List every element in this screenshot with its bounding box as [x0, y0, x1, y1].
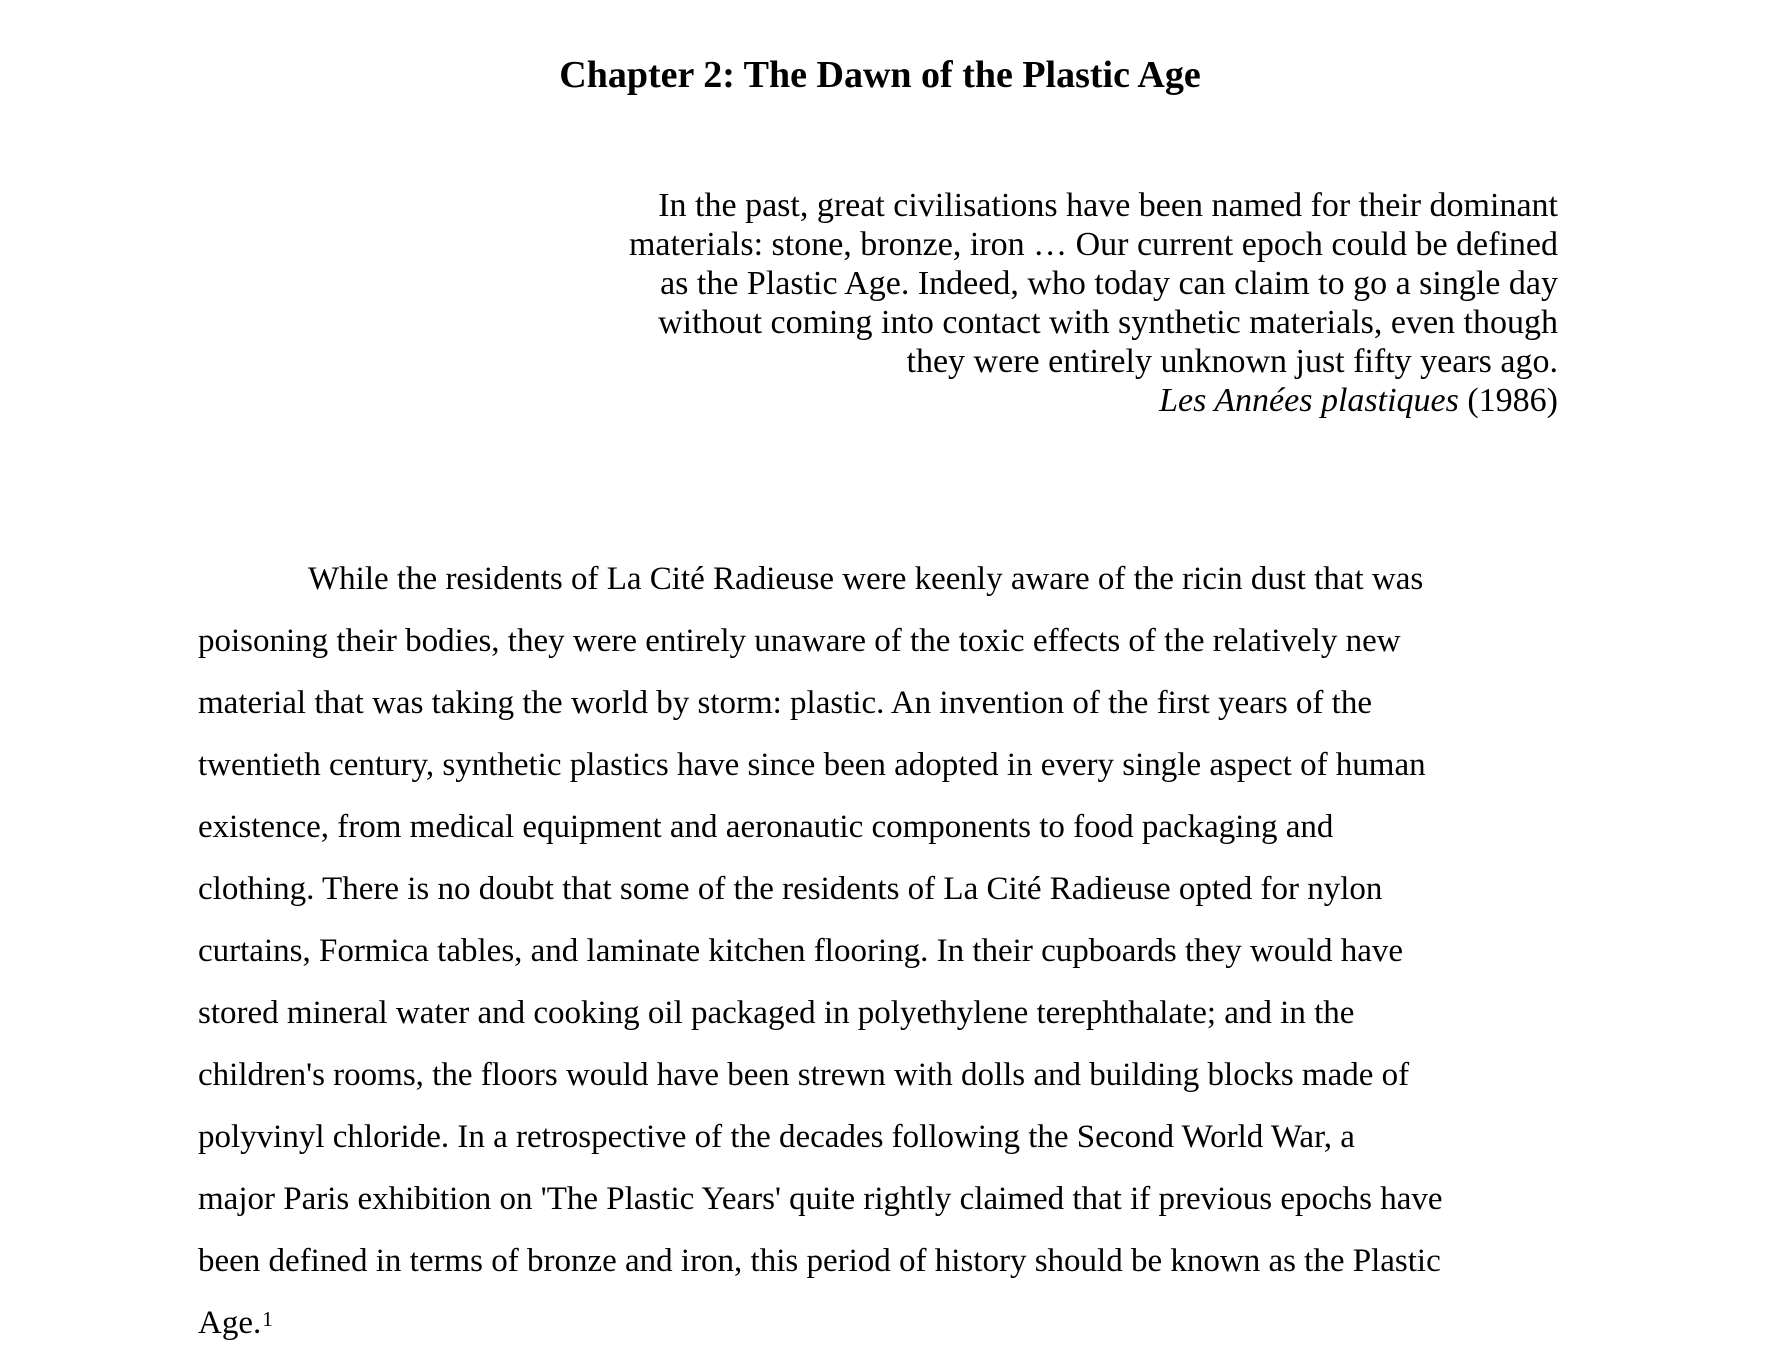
epigraph	[558, 186, 1558, 420]
paragraph-last-line	[198, 1292, 1598, 1354]
paragraph-line-text: Age.	[198, 1305, 262, 1341]
paragraph-line: polyvinyl chloride. In a retrospective of the decades following the Second World War, a	[198, 1119, 1355, 1155]
paragraph-line: curtains, Formica tables, and laminate kitchen flooring. In their cupboards they would have	[198, 933, 1404, 969]
paragraph-line: poisoning their bodies, they were entirely unaware of the toxic effects of the relatively new	[198, 623, 1401, 659]
paragraph-line: stored mineral water and cooking oil packaged in polyethylene terephthalate; and in the	[198, 995, 1355, 1031]
paragraph-line: clothing. There is no doubt that some of the residents of La Cité Radieuse opted for nylon	[198, 871, 1383, 907]
paragraph-line: While the residents of La Cité Radieuse were keenly aware of the ricin dust that was	[308, 561, 1424, 597]
paragraph-line: existence, from medical equipment and aeronautic components to food packaging and	[198, 809, 1334, 845]
footnote-reference[interactable]: 1	[262, 1307, 273, 1331]
epigraph-line: they were entirely unknown just fifty years ago.	[906, 343, 1558, 380]
epigraph-citation	[558, 381, 1558, 420]
epigraph-line: as the Plastic Age. Indeed, who today can claim to go a single day	[660, 265, 1558, 302]
epigraph-line: materials: stone, bronze, iron … Our current epoch could be defined	[628, 226, 1558, 263]
epigraph-line: without coming into contact with synthetic materials, even though	[658, 304, 1558, 341]
epigraph-line: In the past, great civilisations have been named for their dominant	[658, 187, 1558, 224]
chapter-title: Chapter 2: The Dawn of the Plastic Age	[559, 54, 1201, 96]
paragraph-line: twentieth century, synthetic plastics have since been adopted in every single aspect of human	[198, 747, 1426, 783]
epigraph-source-year: (1986)	[1458, 382, 1558, 419]
body-paragraph	[198, 548, 1598, 1354]
paragraph-line: material that was taking the world by storm: plastic. An invention of the first years of the	[198, 685, 1372, 721]
paragraph-line: been defined in terms of bronze and iron, this period of history should be known as the Plastic	[198, 1243, 1441, 1279]
paragraph-line: major Paris exhibition on 'The Plastic Years' quite rightly claimed that if previous epochs have	[198, 1181, 1443, 1217]
paragraph-line: children's rooms, the floors would have been strewn with dolls and building blocks made of	[198, 1057, 1410, 1093]
epigraph-source-title: Les Années plastiques	[1159, 382, 1459, 419]
